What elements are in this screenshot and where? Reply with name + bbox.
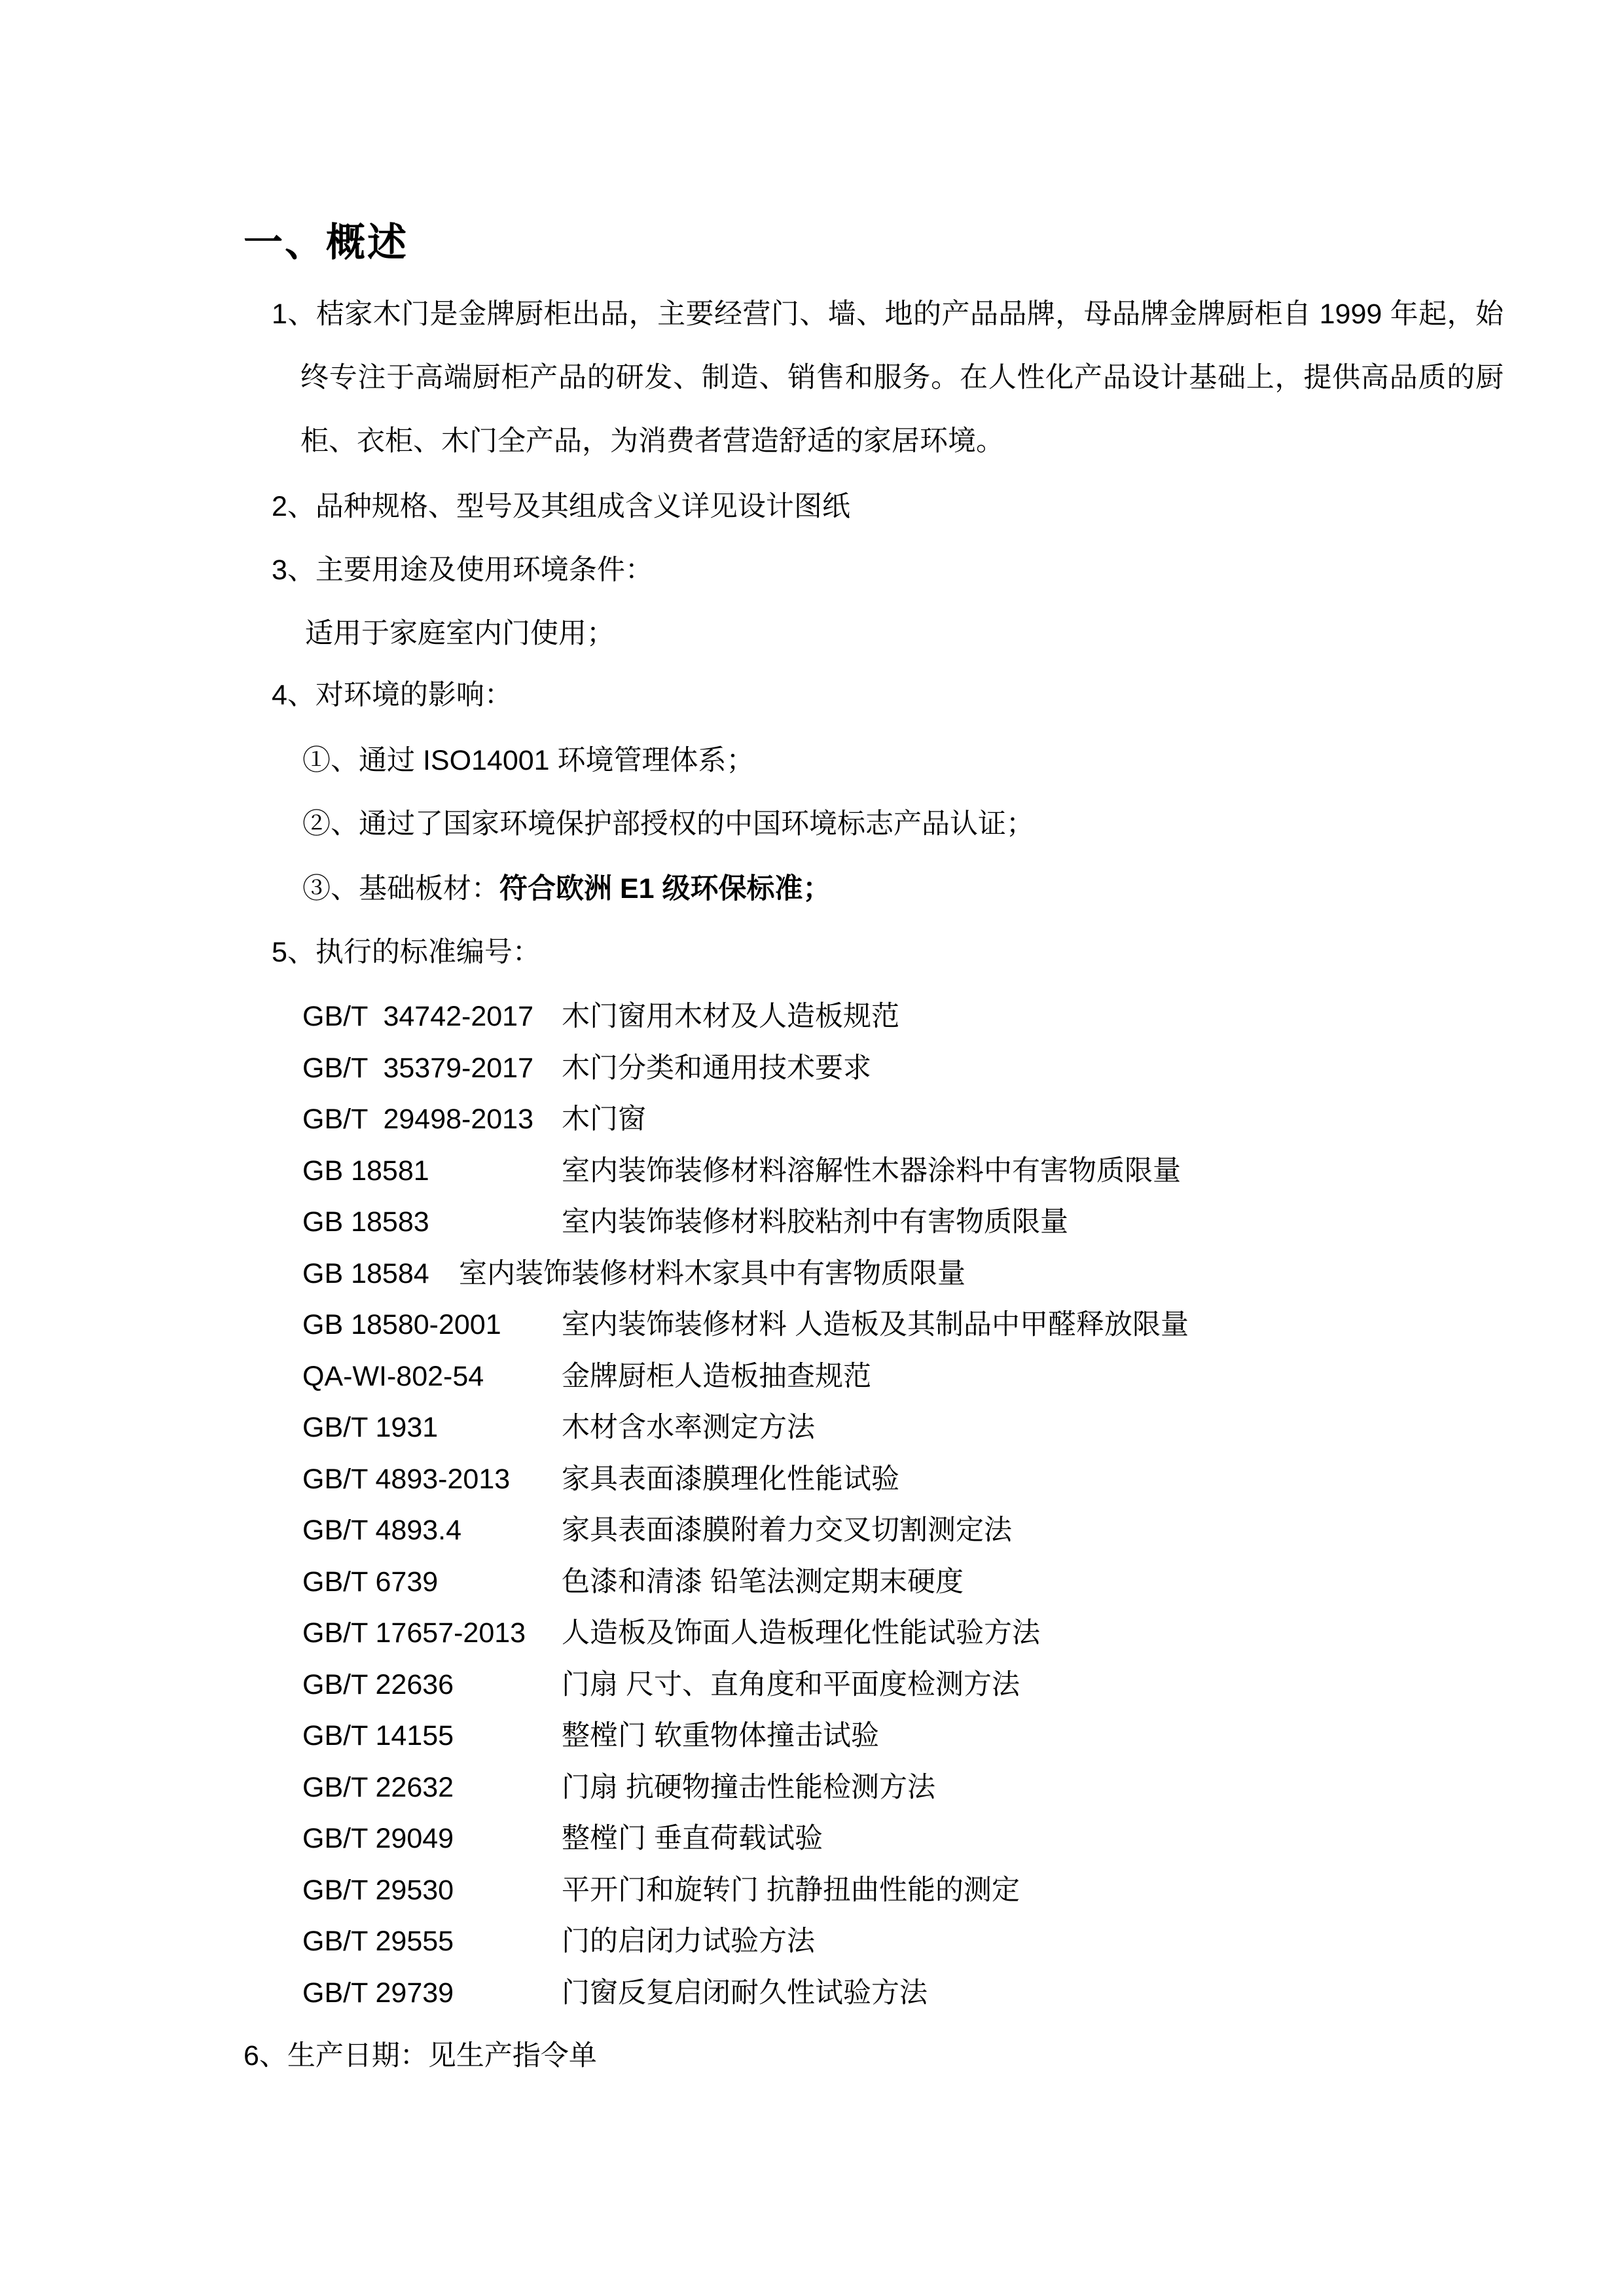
item-6-production-date: 6、生产日期：见生产指令单 <box>244 2040 597 2072</box>
standard-row <box>302 1505 1513 1556</box>
paragraph-brand-intro-line-2: 终专注于高端厨柜产品的研发、制造、销售和服务。在人性化产品设计基础上，提供高品质的厨 <box>300 362 1504 393</box>
standard-row <box>302 1813 1513 1865</box>
standard-desc: 人造板及饰面人造板理化性能试验方法 <box>562 1617 1040 1649</box>
standard-code: GB 18580-2001 <box>302 1309 501 1340</box>
standard-code: GB/T 29555 <box>302 1926 454 1957</box>
section-heading: 一、概述 <box>244 221 408 264</box>
standard-code: GB/T 17657-2013 <box>302 1617 526 1649</box>
standard-row <box>302 991 1513 1043</box>
item-4-environment-heading: 4、对环境的影响： <box>272 679 513 711</box>
env-subitem-3-prefix: ③、基础板材： <box>302 873 499 905</box>
standard-row <box>302 1916 1513 1967</box>
item-5-standards-heading: 5、执行的标准编号： <box>272 937 541 968</box>
paragraph-brand-intro-line-3: 柜、衣柜、木门全产品，为消费者营造舒适的家居环境。 <box>300 425 1004 457</box>
standard-desc: 家具表面漆膜理化性能试验 <box>562 1463 899 1495</box>
standard-code: GB/T 6739 <box>302 1566 439 1598</box>
standard-desc: 色漆和清漆 铅笔法测定期末硬度 <box>562 1566 964 1598</box>
standard-desc: 木门窗 <box>562 1103 646 1135</box>
standard-row <box>302 1351 1513 1403</box>
standard-row <box>302 1196 1513 1248</box>
item-3-usage-detail: 适用于家庭室内门使用； <box>305 618 615 649</box>
standard-desc: 门扇 抗硬物撞击性能检测方法 <box>562 1771 935 1803</box>
env-subitem-3 <box>302 857 831 921</box>
standard-desc: 整樘门 软重物体撞击试验 <box>562 1720 879 1751</box>
standard-desc: 门的启闭力试验方法 <box>562 1926 815 1957</box>
standard-row <box>302 1454 1513 1505</box>
standard-desc: 木门窗用木材及人造板规范 <box>562 1001 899 1032</box>
standard-code: GB 18581 <box>302 1155 429 1187</box>
standard-code: GB 18584 <box>302 1257 429 1289</box>
standard-code: GB/T 22636 <box>302 1668 454 1700</box>
standard-row <box>302 1402 1513 1454</box>
standard-code: GB/T 29049 <box>302 1823 454 1854</box>
standard-desc: 室内装饰装修材料胶粘剂中有害物质限量 <box>562 1206 1068 1238</box>
standard-code: GB/T 29739 <box>302 1977 454 2009</box>
standard-code: GB/T 4893.4 <box>302 1515 462 1546</box>
standard-row <box>302 1967 1513 2019</box>
standard-code: GB/T 35379-2017 <box>302 1052 534 1084</box>
paragraph-brand-intro <box>272 283 1504 473</box>
standard-desc: 室内装饰装修材料木家具中有害物质限量 <box>459 1257 965 1289</box>
standard-row <box>302 1145 1513 1197</box>
standard-row <box>302 1248 1513 1300</box>
standard-row <box>302 1762 1513 1814</box>
standard-desc: 门扇 尺寸、直角度和平面度检测方法 <box>562 1668 1020 1700</box>
standard-row <box>302 1710 1513 1762</box>
paragraph-brand-intro-line-1: 1、桔家木门是金牌厨柜出品，主要经营门、墙、地的产品品牌，母品牌金牌厨柜自 1999 年起，始 <box>272 298 1504 330</box>
standard-row <box>302 1299 1513 1351</box>
standard-desc: 室内装饰装修材料溶解性木器涂料中有害物质限量 <box>562 1155 1181 1187</box>
standard-code: GB/T 14155 <box>302 1720 454 1751</box>
standard-desc: 室内装饰装修材料 人造板及其制品中甲醛释放限量 <box>562 1309 1189 1340</box>
env-subitem-2: ②、通过了国家环境保护部授权的中国环境标志产品认证； <box>302 808 1034 840</box>
standard-code: GB/T 4893-2013 <box>302 1463 511 1495</box>
standard-desc: 金牌厨柜人造板抽查规范 <box>562 1360 871 1392</box>
standard-desc: 木材含水率测定方法 <box>562 1412 815 1443</box>
standard-desc: 整樘门 垂直荷载试验 <box>562 1823 823 1854</box>
item-3-usage-heading: 3、主要用途及使用环境条件： <box>272 554 653 586</box>
standard-code: GB/T 29530 <box>302 1874 454 1906</box>
standard-code: GB/T 1931 <box>302 1412 439 1443</box>
standard-code: GB/T 22632 <box>302 1771 454 1803</box>
standard-code: QA-WI-802-54 <box>302 1360 484 1392</box>
standard-code: GB/T 34742-2017 <box>302 1001 534 1032</box>
standard-code: GB/T 29498-2013 <box>302 1103 534 1135</box>
item-2-specs: 2、品种规格、型号及其组成含义详见设计图纸 <box>272 491 850 522</box>
standard-desc: 家具表面漆膜附着力交叉切割测定法 <box>562 1515 1012 1546</box>
env-subitem-3-bold-standard: 符合欧洲 E1 级环保标准； <box>499 873 831 905</box>
standard-row <box>302 1556 1513 1608</box>
standard-desc: 木门分类和通用技术要求 <box>562 1052 871 1084</box>
standards-list <box>302 991 1513 2018</box>
standard-code: GB 18583 <box>302 1206 429 1238</box>
standard-row <box>302 1659 1513 1711</box>
standard-row <box>302 1865 1513 1916</box>
standard-desc: 平开门和旋转门 抗静扭曲性能的测定 <box>562 1874 1020 1906</box>
env-subitem-1: ①、通过 ISO14001 环境管理体系； <box>302 745 755 776</box>
standard-row <box>302 1094 1513 1145</box>
standard-row <box>302 1043 1513 1094</box>
standard-row <box>302 1607 1513 1659</box>
standard-desc: 门窗反复启闭耐久性试验方法 <box>562 1977 928 2009</box>
